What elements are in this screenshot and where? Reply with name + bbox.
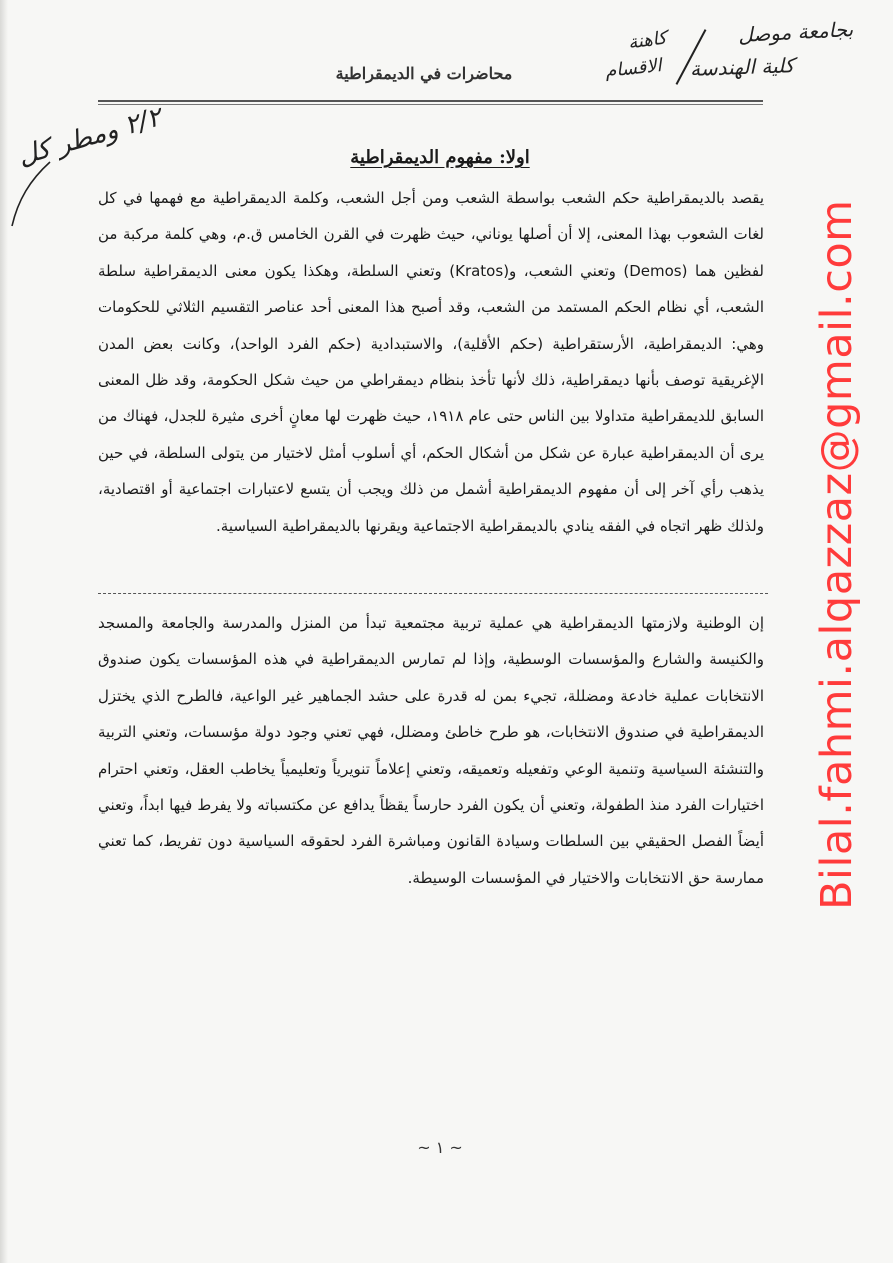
handwritten-note-university: بجامعة موصل: [737, 17, 854, 47]
page-number: ~ ١ ~: [417, 1138, 463, 1157]
paragraph-2: إن الوطنية ولازمتها الديمقراطية هي عملية تربية مجتمعية تبدأ من المنزل والمدرسة والجامعة والمسجد والكنيسة والشارع والمؤسسات الوسطية، وإذا لم تمارس الديمقراطية في هذه المؤسسات يكون صندوق الانتخابات عملية خادعة ومضللة، تجيء بمن له قدرة على حشد الجماهير غير الواعية، فالطرح الذي يختزل الديمقراطية في صندوق الانتخابات، هو طرح خاطئ ومضلل، فهي تعني وجود دولة مؤسسات، وتعني التربية والتنشئة السياسية وتنمية الوعي وتفعيله وتعميقه، وتعني إعلاماً تنويرياً وتعليمياً يخاطب العقل، وتعني احترام اختيارات الفرد منذ الطفولة، وتعني أن يكون الفرد حارساً يقظاً يدافع عن مكتسباته ولا يفرط فيها ابداً، وتعني أيضاً الفصل الحقيقي بين السلطات وسيادة القانون ومباشرة الفرد لحقوقه السياسية دون تفريط، كما تعني ممارسة حق الانتخابات والاختيار في المؤسسات الوسيطة.: [98, 614, 764, 887]
handwritten-note-2: كاهنة: [626, 27, 668, 54]
section-title: اولا: مفهوم الديمقراطية: [350, 147, 530, 168]
running-header: محاضرات في الديمقراطية: [335, 64, 513, 83]
dashed-divider: [98, 593, 768, 594]
header-divider: [98, 100, 763, 105]
handwritten-margin-mark: ٢/٢ ومطر كل: [14, 102, 165, 172]
handwritten-note-college: كلية الهندسة: [689, 53, 795, 81]
paragraph-1: يقصد بالديمقراطية حكم الشعب بواسطة الشعب ومن أجل الشعب، وكلمة الديمقراطية مع فهمها في كل لغات الشعوب بهذا المعنى، إلا أن أصلها يوناني، حيث ظهرت في القرن الخامس ق.م، وهي كلمة مركبة من لفظين هما (Demos) وتعني الشعب، و(Kratos) وتعني السلطة، وهكذا يكون معنى الديمقراطية سلطة الشعب، أي نظام الحكم المستمد من الشعب، وقد أصبح هذا المعنى أحد عناصر التقسيم الثلاثي للحكومات وهي: الديمقراطية، الأرستقراطية (حكم الأقلية)، والاستبدادية (حكم الفرد الواحد)، وكانت بعض المدن الإغريقية توصف بأنها ديمقراطية، ذلك لأنها تأخذ بنظام ديمقراطي من حيث شكل الحكومة، وقد ظل المعنى السابق للديمقراطية متداولا بين الناس حتى عام ١٩١٨، حيث ظهرت لها معانٍ أخرى مثيرة للجدل، فهناك من يرى أن الديمقراطية عبارة عن شكل من أشكال الحكم، أي أسلوب أمثل لاختيار من يتولى السلطة، في حين يذهب رأي آخر إلى أن مفهوم الديمقراطية أشمل من ذلك ويجب أن يتسع لاعتبارات اجتماعية أو اقتصادية، ولذلك ظهر اتجاه في الفقه ينادي بالديمقراطية الاجتماعية ويقرنها بالديمقراطية السياسية.: [98, 189, 764, 535]
scan-edge-shadow: [0, 0, 8, 1263]
handwritten-curve-mark: [10, 160, 70, 230]
email-watermark: Bilal.fahmi.alqazzaz@gmail.com: [812, 199, 862, 910]
handwritten-note-departments: الاقسام: [604, 55, 663, 82]
